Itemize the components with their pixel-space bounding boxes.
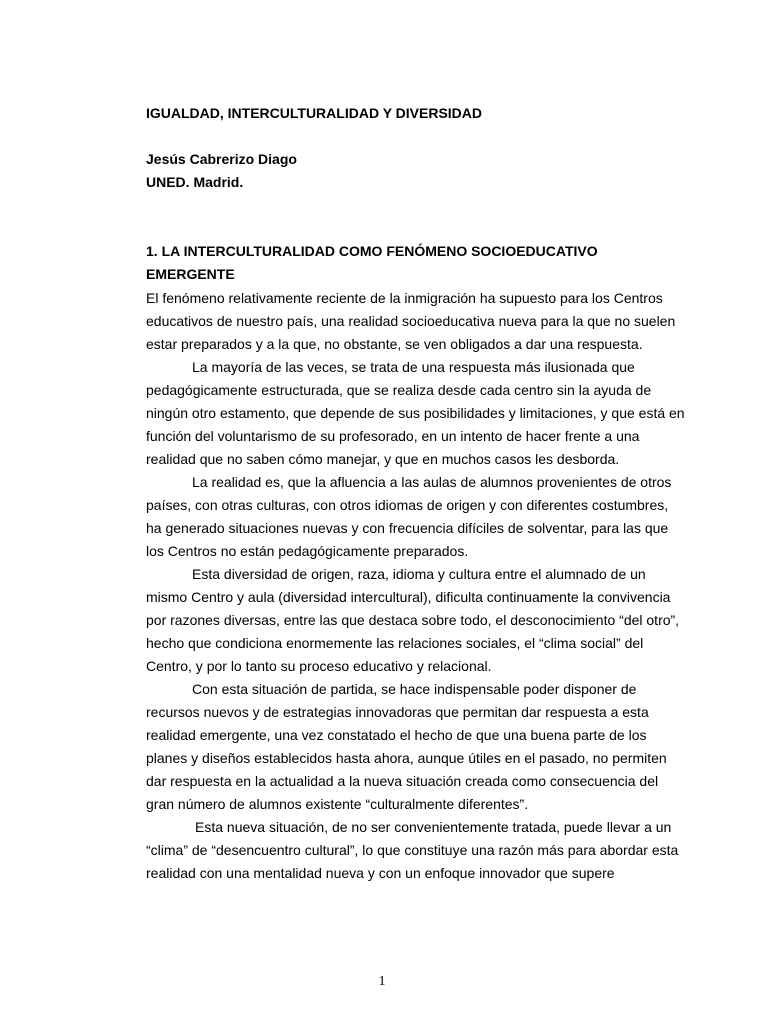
paragraph-4: Esta diversidad de origen, raza, idioma y cultura entre el alumnado de un mismo Centro y aula (diversidad intercultural), dificulta continuamente la convivencia por razones diversas, entre las que destaca sobre todo, el desconocimiento “del otro”, hecho que condiciona enormemente las relaciones sociales, el “clima social” del Centro, y por lo tanto su proceso educativo y relacional. — [146, 566, 680, 674]
document-title: IGUALDAD, INTERCULTURALIDAD Y DIVERSIDAD — [146, 105, 483, 121]
author-affiliation: UNED. Madrid. — [146, 174, 244, 190]
paragraph-3: La realidad es, que la afluencia a las aulas de alumnos provenientes de otros países, con otras culturas, con otros idiomas de origen y con diferentes costumbres, ha generado situaciones nuevas y con frecuencia difíciles de solventar, para las que los Centros no están pedagógicamente preparados. — [146, 474, 672, 559]
page-number: 1 — [378, 974, 386, 989]
paragraph-1: El fenómeno relativamente reciente de la inmigración ha supuesto para los Centros educativos de nuestro país, una realidad socioeducativa nueva para la que no suelen estar preparados y a la que, no obstante, se ven obligados a dar una respuesta. — [146, 290, 676, 352]
paragraph-6: Esta nueva situación, de no ser convenientemente tratada, puede llevar a un “clima” de “desencuentro cultural”, lo que constituye una razón más para abordar esta realidad con una mentalidad nueva y con un enfoque innovador que supere — [146, 819, 679, 881]
paragraph-2: La mayoría de las veces, se trata de una respuesta más ilusionada que pedagógicamente estructurada, que se realiza desde cada centro sin la ayuda de ningún otro estamento, que depende de sus posibilidades y limitaciones, y que está en función del voluntarismo de su profesorado, en un intento de hacer frente a una realidad que no saben cómo manejar, y que en muchos casos les desborda. — [146, 359, 685, 467]
section-heading: 1. LA INTERCULTURALIDAD COMO FENÓMENO SOCIOEDUCATIVO EMERGENTE — [146, 243, 598, 282]
paragraph-5: Con esta situación de partida, se hace indispensable poder disponer de recursos nuevos y de estrategias innovadoras que permitan dar respuesta a esta realidad emergente, una vez constatado el hecho de que una buena parte de los planes y diseños establecidos hasta ahora, aunque útiles en el pasado, no permiten dar respuesta en la actualidad a la nueva situación creada como consecuencia del gran número de alumnos existente “culturalmente diferentes”. — [146, 681, 667, 812]
author-name: Jesús Cabrerizo Diago — [146, 151, 297, 167]
author-block — [146, 148, 686, 194]
document-body — [146, 287, 686, 885]
